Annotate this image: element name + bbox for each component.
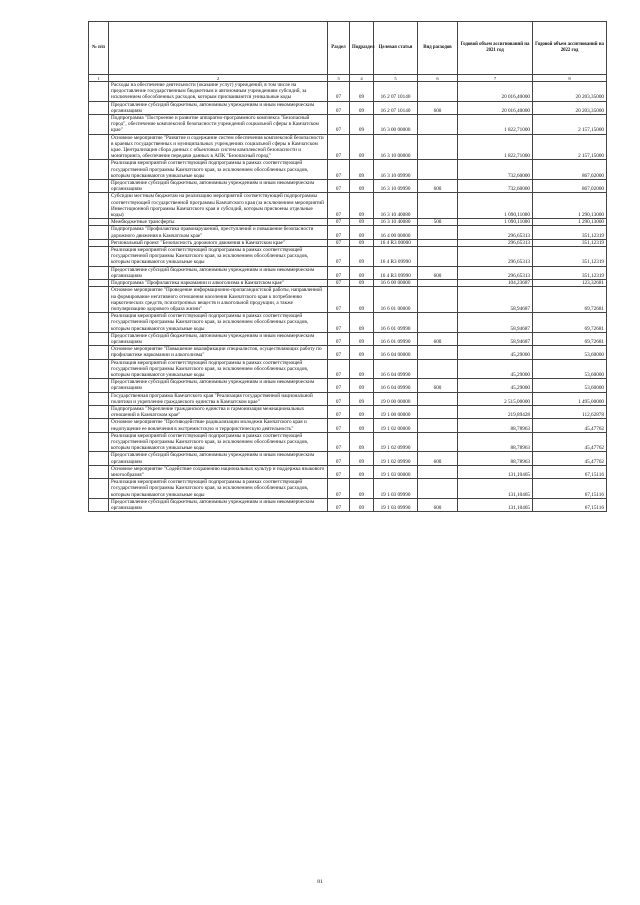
table-row <box>89 359 607 379</box>
column-number-row <box>89 75 607 82</box>
cell-amount-2021: 1 822,71000 <box>458 115 533 135</box>
cell-num <box>89 219 109 226</box>
cell-amount-2021: 732,60000 <box>458 180 533 193</box>
cell-amount-2022: 867,02000 <box>533 160 607 180</box>
cell-article: 16 3 10 09990 <box>374 180 418 193</box>
header-year-2021: Годовой объем ассигнований на 2021 год <box>458 22 533 75</box>
cell-expense-type: 600 <box>418 332 458 345</box>
cell-section: 07 <box>328 379 350 392</box>
column-number: 5 <box>374 75 418 82</box>
column-number: 2 <box>109 75 328 82</box>
cell-name: Предоставление субсидий бюджетным, автономным учреждениям и иным некоммерческим организациям <box>109 379 328 392</box>
table-row <box>89 266 607 279</box>
cell-name: Реализация мероприятий соответствующей подпрограммы в рамках соответствующей государственной программы Камчатского края, за исключением обособленных расходов, которым присваиваются уникальные коды <box>109 160 328 180</box>
cell-name: Реализация мероприятий соответствующей подпрограммы в рамках соответствующей государственной программы Камчатского края, за исключением обособленных расходов, которым присваиваются уникальные коды <box>109 359 328 379</box>
cell-name: Основное мероприятие "Развитие и содержание систем обеспечения комплексной безопасности в краевых государственных и муниципальных учреждениях социальной сферы в Камчатском крае. Централизация сбора данных с объектовых систем комплексной безопасности и мониторинга, обеспечение передачи данных в АПК "Безопасный город" <box>109 134 328 160</box>
cell-expense-type <box>418 359 458 379</box>
cell-subsection: 09 <box>350 419 374 432</box>
cell-amount-2022: 351,12319 <box>533 266 607 279</box>
cell-expense-type <box>418 226 458 239</box>
cell-subsection: 09 <box>350 313 374 333</box>
cell-amount-2022: 112,62878 <box>533 405 607 418</box>
page-number: 81 <box>317 879 323 885</box>
cell-expense-type: 600 <box>418 101 458 114</box>
table-row <box>89 219 607 226</box>
cell-subsection: 09 <box>350 332 374 345</box>
cell-subsection: 09 <box>350 359 374 379</box>
cell-amount-2021: 20 016,40000 <box>458 82 533 102</box>
cell-amount-2021: 104,23687 <box>458 280 533 287</box>
cell-article: 19 0 00 00000 <box>374 392 418 405</box>
cell-num <box>89 134 109 160</box>
cell-section: 07 <box>328 193 350 219</box>
cell-article: 16 3 10 40080 <box>374 193 418 219</box>
cell-num <box>89 82 109 102</box>
cell-amount-2021: 20 016,40000 <box>458 101 533 114</box>
table-row <box>89 82 607 102</box>
cell-expense-type <box>418 465 458 478</box>
cell-section: 07 <box>328 101 350 114</box>
cell-num <box>89 226 109 239</box>
cell-amount-2022: 123,32681 <box>533 280 607 287</box>
cell-expense-type <box>418 432 458 452</box>
header-num: № п/п <box>89 22 109 75</box>
cell-name: Предоставление субсидий бюджетным, автономным учреждениям и иным некоммерческим организациям <box>109 498 328 511</box>
cell-section: 07 <box>328 226 350 239</box>
cell-name: Межбюджетные трансферты <box>109 219 328 226</box>
cell-section: 07 <box>328 115 350 135</box>
cell-subsection: 09 <box>350 247 374 267</box>
budget-table <box>88 21 607 512</box>
cell-name: Реализация мероприятий соответствующей подпрограммы в рамках соответствующей государственной программы Камчатского края, за исключением обособленных расходов, которым присваиваются уникальные коды <box>109 432 328 452</box>
cell-amount-2022: 69,72681 <box>533 313 607 333</box>
table-row <box>89 479 607 499</box>
cell-expense-type <box>418 193 458 219</box>
cell-amount-2021: 219,89428 <box>458 405 533 418</box>
table-row <box>89 101 607 114</box>
cell-section: 07 <box>328 82 350 102</box>
cell-expense-type <box>418 313 458 333</box>
cell-article: 19 1 02 09990 <box>374 432 418 452</box>
cell-expense-type: 600 <box>418 498 458 511</box>
cell-article: 16 3 10 00000 <box>374 134 418 160</box>
cell-amount-2021: 296,65313 <box>458 266 533 279</box>
column-number: 7 <box>458 75 533 82</box>
table-row <box>89 226 607 239</box>
cell-subsection: 09 <box>350 287 374 313</box>
cell-subsection: 09 <box>350 405 374 418</box>
cell-amount-2021: 88,78963 <box>458 452 533 465</box>
table-row <box>89 498 607 511</box>
cell-article: 16 4 R3 09990 <box>374 266 418 279</box>
cell-num <box>89 101 109 114</box>
cell-num <box>89 266 109 279</box>
table-row <box>89 160 607 180</box>
cell-num <box>89 479 109 499</box>
table-header-row <box>89 22 607 75</box>
cell-article: 19 1 00 00000 <box>374 405 418 418</box>
cell-amount-2021: 1 090,11000 <box>458 193 533 219</box>
cell-expense-type <box>418 346 458 359</box>
table-row <box>89 115 607 135</box>
cell-name: Подпрограмма "Укрепление гражданского единства и гармонизация межнациональных отношений в Камчатском крае" <box>109 405 328 418</box>
cell-section: 07 <box>328 280 350 287</box>
cell-expense-type <box>418 419 458 432</box>
cell-amount-2021: 58,94687 <box>458 313 533 333</box>
cell-num <box>89 280 109 287</box>
cell-num <box>89 392 109 405</box>
cell-article: 19 1 03 00000 <box>374 465 418 478</box>
cell-amount-2022: 45,47762 <box>533 419 607 432</box>
cell-expense-type <box>418 115 458 135</box>
cell-amount-2022: 69,72681 <box>533 287 607 313</box>
cell-amount-2022: 2 157,15000 <box>533 115 607 135</box>
column-number: 6 <box>418 75 458 82</box>
cell-expense-type: 600 <box>418 180 458 193</box>
cell-section: 07 <box>328 313 350 333</box>
cell-section: 07 <box>328 287 350 313</box>
cell-expense-type: 500 <box>418 219 458 226</box>
cell-amount-2022: 53,60000 <box>533 359 607 379</box>
cell-amount-2021: 296,65313 <box>458 226 533 239</box>
cell-section: 07 <box>328 160 350 180</box>
cell-article: 19 1 02 09990 <box>374 452 418 465</box>
cell-section: 07 <box>328 180 350 193</box>
cell-article: 16 6 01 00000 <box>374 287 418 313</box>
cell-name: Расходы на обеспечение деятельности (оказание услуг) учреждений, в том числе на предоставление государственным бюджетным и автономным учреждениям субсидий, за исключением обособленных расходов, которым присваиваются уникальные коды <box>109 82 328 102</box>
cell-section: 07 <box>328 392 350 405</box>
cell-name: Региональный проект "Безопасность дорожного движения в Камчатском крае" <box>109 239 328 246</box>
cell-num <box>89 359 109 379</box>
header-article: Целевая статья <box>374 22 418 75</box>
cell-section: 07 <box>328 479 350 499</box>
cell-amount-2022: 20 203,35000 <box>533 101 607 114</box>
cell-amount-2022: 69,72681 <box>533 332 607 345</box>
cell-amount-2021: 1 090,11000 <box>458 219 533 226</box>
cell-amount-2022: 45,47762 <box>533 452 607 465</box>
cell-name: Подпрограмма "Построение и развитие аппаратно-программного комплекса "Безопасный город", обеспечение комплексной безопасности учреждений социальной сферы в Камчатском крае" <box>109 115 328 135</box>
cell-amount-2022: 45,47762 <box>533 432 607 452</box>
cell-article: 16 4 R3 00000 <box>374 239 418 246</box>
cell-amount-2021: 2 515,00000 <box>458 392 533 405</box>
table-row <box>89 432 607 452</box>
table-row <box>89 346 607 359</box>
cell-subsection: 09 <box>350 82 374 102</box>
table-row <box>89 247 607 267</box>
cell-subsection: 09 <box>350 115 374 135</box>
cell-name: Реализация мероприятий соответствующей подпрограммы в рамках соответствующей государственной программы Камчатского края, за исключением обособленных расходов, которым присваиваются уникальные коды <box>109 313 328 333</box>
cell-article: 16 2 07 10140 <box>374 101 418 114</box>
cell-subsection: 09 <box>350 226 374 239</box>
cell-subsection: 09 <box>350 101 374 114</box>
cell-amount-2022: 1 290,13000 <box>533 193 607 219</box>
cell-amount-2022: 351,12319 <box>533 239 607 246</box>
cell-section: 07 <box>328 332 350 345</box>
cell-article: 16 6 00 00000 <box>374 280 418 287</box>
cell-subsection: 09 <box>350 452 374 465</box>
cell-amount-2022: 67,15116 <box>533 479 607 499</box>
table-row <box>89 180 607 193</box>
cell-amount-2021: 732,60000 <box>458 160 533 180</box>
cell-num <box>89 160 109 180</box>
cell-subsection: 09 <box>350 392 374 405</box>
cell-num <box>89 419 109 432</box>
cell-amount-2022: 351,12319 <box>533 247 607 267</box>
cell-num <box>89 193 109 219</box>
cell-num <box>89 405 109 418</box>
cell-expense-type <box>418 392 458 405</box>
cell-amount-2021: 296,65313 <box>458 247 533 267</box>
cell-name: Предоставление субсидий бюджетным, автономным учреждениям и иным некоммерческим организациям <box>109 452 328 465</box>
cell-subsection: 09 <box>350 465 374 478</box>
cell-section: 07 <box>328 405 350 418</box>
cell-expense-type: 600 <box>418 266 458 279</box>
cell-expense-type <box>418 479 458 499</box>
cell-article: 16 3 00 00000 <box>374 115 418 135</box>
cell-amount-2022: 1 495,00000 <box>533 392 607 405</box>
cell-num <box>89 498 109 511</box>
cell-amount-2022: 2 157,15000 <box>533 134 607 160</box>
cell-expense-type <box>418 160 458 180</box>
cell-amount-2022: 67,15116 <box>533 498 607 511</box>
cell-num <box>89 239 109 246</box>
cell-amount-2021: 131,10465 <box>458 465 533 478</box>
table-row <box>89 465 607 478</box>
cell-subsection: 09 <box>350 193 374 219</box>
cell-num <box>89 452 109 465</box>
table-row <box>89 452 607 465</box>
cell-section: 07 <box>328 239 350 246</box>
cell-num <box>89 379 109 392</box>
cell-name: Основное мероприятие "Повышение квалификации специалистов, осуществляющих работу по профилактике наркомании и алкоголизма" <box>109 346 328 359</box>
table-row <box>89 280 607 287</box>
table-row <box>89 287 607 313</box>
cell-article: 16 2 07 10140 <box>374 82 418 102</box>
table-row <box>89 332 607 345</box>
table-row <box>89 239 607 246</box>
cell-amount-2021: 88,78963 <box>458 432 533 452</box>
cell-num <box>89 313 109 333</box>
cell-article: 16 3 10 40080 <box>374 219 418 226</box>
cell-name: Государственная программа Камчатского края "Реализация государственной национальной политики и укрепление гражданского единства в Камчатском крае" <box>109 392 328 405</box>
cell-expense-type <box>418 405 458 418</box>
table-body <box>89 82 607 512</box>
cell-subsection: 09 <box>350 219 374 226</box>
cell-section: 07 <box>328 359 350 379</box>
cell-subsection: 09 <box>350 379 374 392</box>
cell-num <box>89 287 109 313</box>
cell-section: 07 <box>328 134 350 160</box>
column-number: 4 <box>350 75 374 82</box>
cell-num <box>89 465 109 478</box>
cell-section: 07 <box>328 266 350 279</box>
cell-name: Предоставление субсидий бюджетным, автономным учреждениям и иным некоммерческим организациям <box>109 180 328 193</box>
cell-section: 07 <box>328 346 350 359</box>
cell-section: 07 <box>328 465 350 478</box>
cell-amount-2022: 351,12319 <box>533 226 607 239</box>
column-number: 8 <box>533 75 607 82</box>
cell-amount-2021: 131,10465 <box>458 498 533 511</box>
cell-expense-type <box>418 134 458 160</box>
header-year-2022: Годовой объем ассигнований на 2022 год <box>533 22 607 75</box>
table-row <box>89 193 607 219</box>
cell-name: Реализация мероприятий соответствующей подпрограммы в рамках соответствующей государственной программы Камчатского края, за исключением обособленных расходов, которым присваиваются уникальные коды <box>109 479 328 499</box>
cell-name: Подпрограмма "Профилактика наркомании и алкоголизма в Камчатском крае" <box>109 280 328 287</box>
column-number: 3 <box>328 75 350 82</box>
cell-num <box>89 346 109 359</box>
cell-subsection: 09 <box>350 134 374 160</box>
cell-article: 16 4 00 00000 <box>374 226 418 239</box>
cell-section: 07 <box>328 452 350 465</box>
cell-subsection: 09 <box>350 280 374 287</box>
cell-name: Предоставление субсидий бюджетным, автономным учреждениям и иным некоммерческим организациям <box>109 332 328 345</box>
cell-name: Субсидии местным бюджетам на реализацию мероприятий соответствующей подпрограммы соответствующей государственной программы Камчатского края (за исключением мероприятий Инвестиционной программы Камчатского края и субсидий, которым присвоены отдельные коды) <box>109 193 328 219</box>
table-row <box>89 313 607 333</box>
header-section: Раздел <box>328 22 350 75</box>
cell-expense-type: 600 <box>418 452 458 465</box>
cell-num <box>89 247 109 267</box>
cell-subsection: 09 <box>350 180 374 193</box>
cell-subsection: 09 <box>350 266 374 279</box>
cell-amount-2021: 296,65313 <box>458 239 533 246</box>
cell-article: 16 6 04 00000 <box>374 346 418 359</box>
cell-name: Основное мероприятие "Проведение информационно-пропагандистской работы, направленной на формирование негативного отношения населения Камчатского края к потреблению наркотических средств, психотропных веществ и алкогольной продукции, а также популяризацию здорового образа жизни" <box>109 287 328 313</box>
cell-expense-type <box>418 287 458 313</box>
cell-name: Предоставление субсидий бюджетным, автономным учреждениям и иным некоммерческим организациям <box>109 266 328 279</box>
cell-expense-type <box>418 239 458 246</box>
table-row <box>89 405 607 418</box>
cell-amount-2021: 58,94687 <box>458 332 533 345</box>
cell-article: 16 4 R3 09990 <box>374 247 418 267</box>
cell-article: 16 6 01 09990 <box>374 313 418 333</box>
cell-amount-2021: 45,29000 <box>458 346 533 359</box>
cell-section: 07 <box>328 419 350 432</box>
header-name <box>109 22 328 75</box>
cell-num <box>89 432 109 452</box>
cell-name: Подпрограмма "Профилактика правонарушений, преступлений и повышение безопасности дорожного движения в Камчатском крае" <box>109 226 328 239</box>
cell-subsection: 09 <box>350 432 374 452</box>
cell-article: 16 6 01 09990 <box>374 332 418 345</box>
cell-expense-type <box>418 82 458 102</box>
cell-expense-type <box>418 280 458 287</box>
cell-subsection: 09 <box>350 160 374 180</box>
cell-amount-2021: 1 822,71000 <box>458 134 533 160</box>
table-row <box>89 134 607 160</box>
cell-amount-2022: 67,15116 <box>533 465 607 478</box>
cell-amount-2021: 131,10465 <box>458 479 533 499</box>
cell-section: 07 <box>328 432 350 452</box>
cell-amount-2021: 45,29000 <box>458 379 533 392</box>
cell-amount-2022: 867,02000 <box>533 180 607 193</box>
column-number: 1 <box>89 75 109 82</box>
cell-expense-type <box>418 247 458 267</box>
cell-name: Реализация мероприятий соответствующей подпрограммы в рамках соответствующей государственной программы Камчатского края, за исключением обособленных расходов, которым присваиваются уникальные коды <box>109 247 328 267</box>
table-row <box>89 419 607 432</box>
cell-article: 16 6 04 09990 <box>374 379 418 392</box>
cell-amount-2022: 1 290,13000 <box>533 219 607 226</box>
cell-subsection: 09 <box>350 479 374 499</box>
cell-article: 16 6 04 09990 <box>374 359 418 379</box>
cell-article: 19 1 03 09990 <box>374 479 418 499</box>
cell-section: 07 <box>328 247 350 267</box>
header-subsection: Подраздел <box>350 22 374 75</box>
cell-num <box>89 115 109 135</box>
cell-name: Предоставление субсидий бюджетным, автономным учреждениям и иным некоммерческим организациям <box>109 101 328 114</box>
cell-num <box>89 332 109 345</box>
cell-subsection: 09 <box>350 239 374 246</box>
cell-section: 07 <box>328 498 350 511</box>
cell-subsection: 09 <box>350 346 374 359</box>
cell-article: 16 3 10 09990 <box>374 160 418 180</box>
cell-name: Основное мероприятие "Противодействие радикализации молодежи Камчатского края и недопущение ее вовлечения в экстремистскую и террористическую деятельность" <box>109 419 328 432</box>
cell-section: 07 <box>328 219 350 226</box>
cell-expense-type: 600 <box>418 379 458 392</box>
cell-amount-2022: 53,60000 <box>533 379 607 392</box>
cell-name: Основное мероприятие "Содействие сохранению национальных культур и поддержка языкового многообразия" <box>109 465 328 478</box>
cell-amount-2021: 88,78963 <box>458 419 533 432</box>
table-row <box>89 392 607 405</box>
cell-article: 19 1 03 09990 <box>374 498 418 511</box>
cell-num <box>89 180 109 193</box>
cell-amount-2021: 45,29000 <box>458 359 533 379</box>
cell-subsection: 09 <box>350 498 374 511</box>
cell-amount-2022: 20 203,35000 <box>533 82 607 102</box>
header-expense-type: Вид расходов <box>418 22 458 75</box>
cell-amount-2021: 58,94687 <box>458 287 533 313</box>
table-row <box>89 379 607 392</box>
cell-amount-2022: 53,60000 <box>533 346 607 359</box>
cell-article: 19 1 02 00000 <box>374 419 418 432</box>
